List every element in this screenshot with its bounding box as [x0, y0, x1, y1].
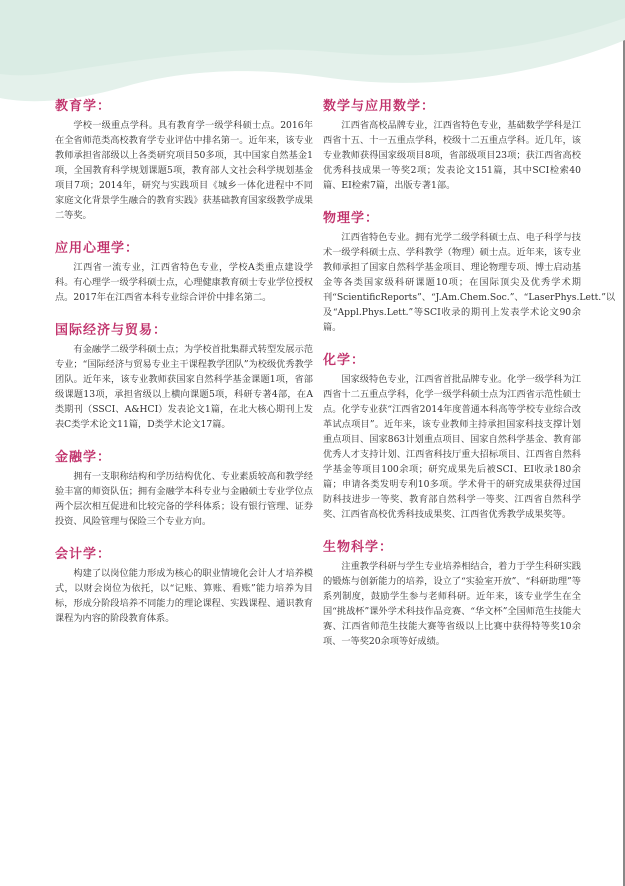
section-title: 物理学： — [323, 211, 380, 226]
section-chemistry — [323, 349, 581, 522]
section-international-trade — [55, 319, 313, 432]
section-title: 金融学： — [55, 450, 112, 465]
section-title: 会计学： — [55, 547, 112, 562]
section-title: 国际经济与贸易： — [55, 323, 168, 338]
section-text: 江西省特色专业。拥有光学二级学科硕士点、电子科学与技术一级学科硕士点、学科教学（物理）硕士点。近年来，该专业教师承担了国家自然科学基金项目、理论物理专项、博士启动基金等各类国家级科研课题10项；在国际顶尖及优秀学术期刊“ScientificReports”、“J.Am.Chem.Soc.”、“LaserPhys.Lett.”以及“Appl.Phys.Lett.”等SCI收录的期刊上发表学术论文90余篇。 — [323, 232, 616, 333]
section-title: 化学： — [323, 353, 366, 368]
section-finance — [55, 446, 313, 529]
section-text: 江西省高校品牌专业，江西省特色专业，基础数学学科是江西省十五、十一五重点学科，校级十二五重点学科。近几年，该专业教师获得国家级项目8项，省部级项目23项；获江西省高校优秀科技成果一等奖2项；发表论文151篇，其中SCI检索40篇、EI检索7篇，出版专著1部。 — [323, 120, 581, 191]
section-text: 有金融学二级学科硕士点；为学校首批集群式转型发展示范专业；“国际经济与贸易专业主干课程教学团队”为校级优秀教学团队。近年来，该专业教师获国家自然科学基金课题1项，省部级课题13项，承担省级以上横向课题5项，科研专著4部，在A类期刊（SSCI、A&HCI）发表论文1篇，在北大核心期刊上发表C类学术论文11篇，D类学术论文17篇。 — [55, 344, 313, 430]
section-text: 学校一级重点学科。具有教育学一级学科硕士点。2016年在全省师范类高校教育学专业评估中排名第一。近年来，该专业教师承担省部级以上各类研究项目50多项，其中国家自然基金1项，全国教育科学规划课题5项，教育部人文社会科学规划基金项目7项；2014年，研究与实践项目《城乡一体化进程中不同家庭文化背景学生融合的教育实践》获基础教育国家级教学成果二等奖。 — [55, 120, 313, 221]
section-text: 注重教学科研与学生专业培养相结合，着力于学生科研实践的锻炼与创新能力的培养，设立了“实验室开放”、“科研助理”等系列制度，鼓励学生参与老师科研。近年来，该专业学生在全国“挑战杯”课外学术科技作品竞赛、“华文杯”全国师范生技能大赛、江西省师范生技能大赛等省级以上比赛中获得特等奖10余项、一等奖20余项等好成绩。 — [323, 561, 581, 647]
right-column — [323, 95, 616, 663]
section-applied-psychology — [55, 237, 313, 305]
section-text: 江西省一流专业，江西省特色专业，学校A类重点建设学科。有心理学一级学科硕士点，心理健康教育硕士专业学位授权点。2017年在江西省本科专业综合评价中排名第二。 — [55, 262, 313, 303]
section-title: 生物科学： — [323, 540, 394, 555]
left-column — [55, 95, 313, 640]
section-title: 应用心理学： — [55, 241, 140, 256]
section-title: 数学与应用数学： — [323, 99, 436, 114]
section-title: 教育学： — [55, 99, 112, 114]
section-biology — [323, 536, 581, 649]
section-text: 构建了以岗位能力形成为核心的职业情境化会计人才培养模式，以财会岗位为依托，以“记账、算账、看账”能力培养为目标，形成分阶段培养不同能力的理论课程、实践课程、通识教育课程为内容的阶段教育体系。 — [55, 568, 313, 624]
section-accounting — [55, 543, 313, 626]
section-text: 国家级特色专业，江西省首批品牌专业。化学一级学科为江西省十二五重点学科，化学一级学科硕士点为江西省示范性硕士点。化学专业获“江西省2014年度普通本科高等学校专业综合改革试点项目”。近年来，该专业教师主持承担国家科技支撑计划重点项目、国家863计划重点项目、国家自然科学基金、教育部优秀人才支持计划、江西省科技厅重大招标项目、江西省自然科学基金等项目100余项；研究成果先后被SCI、EI收录180余篇；申请各类发明专利10多项。学术骨干的研究成果获得过国防科技进步一等奖、教育部自然科学一等奖、江西省自然科学奖、江西省高校优秀科技成果奖、江西省优秀教学成果奖等。 — [323, 374, 581, 520]
section-mathematics — [323, 95, 581, 193]
section-physics — [323, 207, 616, 335]
section-education — [55, 95, 313, 223]
section-text: 拥有一支职称结构和学历结构优化、专业素质较高和教学经验丰富的师资队伍；拥有金融学本科专业与金融硕士专业学位点两个层次相互促进和比较完备的学科体系；设有银行管理、证券投资、风险管理与保险三个专业方向。 — [55, 471, 313, 527]
